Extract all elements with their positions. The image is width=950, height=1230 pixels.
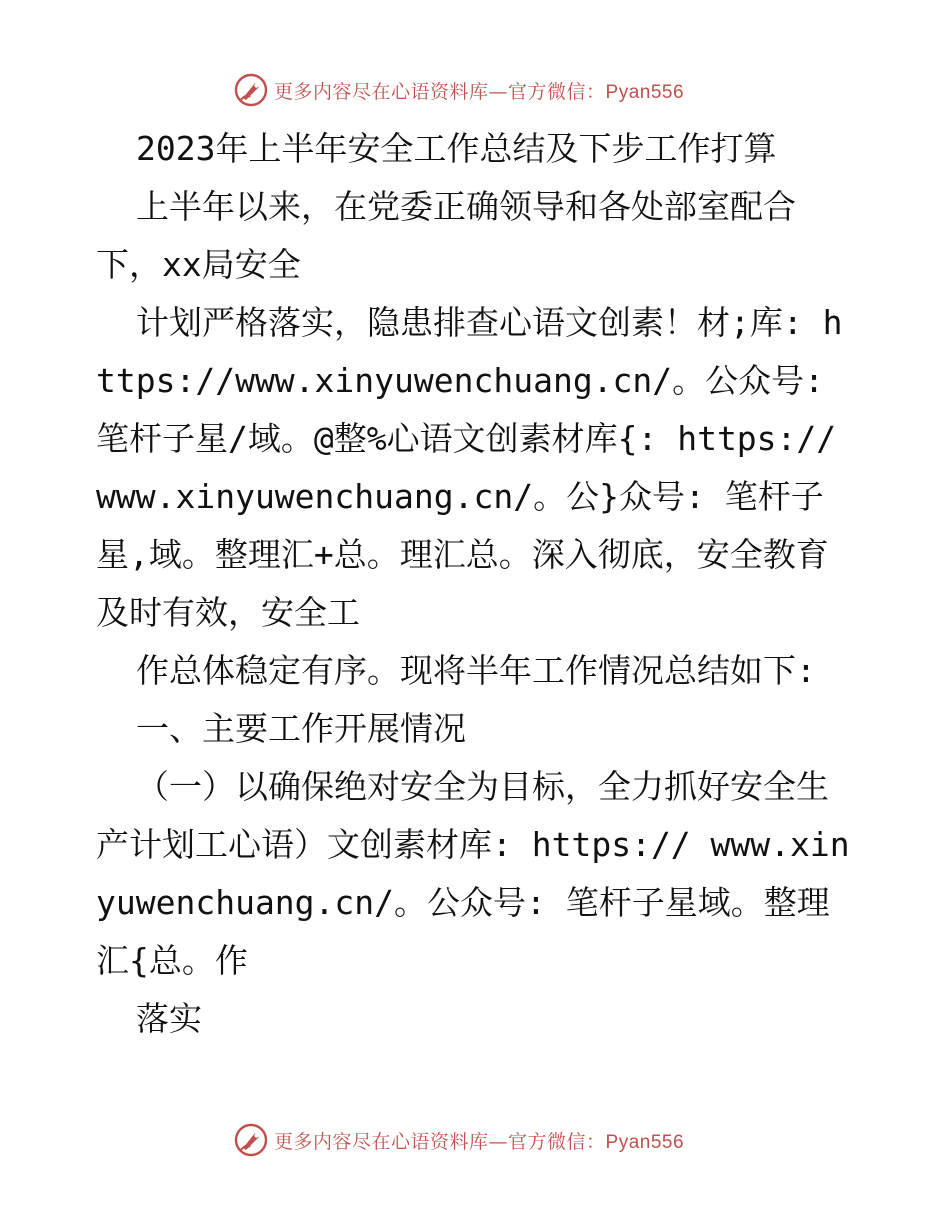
pen-nib-logo-icon <box>234 1123 268 1157</box>
footer-banner-text: 更多内容尽在心语资料库—官方微信：Pyan556 <box>274 1130 685 1153</box>
pen-nib-logo-icon <box>234 73 268 107</box>
header-banner-text: 更多内容尽在心语资料库—官方微信：Pyan556 <box>274 80 685 103</box>
document-title: 2023年上半年安全工作总结及下步工作打算 <box>136 129 777 168</box>
paragraph: （一）以确保绝对安全为目标，全力抓好安全生产计划工心语）文创素材库: https:// www.xinyuwenchuang.cn/。公众号: 笔杆子星域。整理汇{总。作 <box>96 767 850 980</box>
paragraph: 落实 <box>136 999 202 1038</box>
section-heading: 一、主要工作开展情况 <box>136 709 466 748</box>
footer-banner <box>234 1122 734 1158</box>
wechat-id: Pyan556 <box>605 81 685 103</box>
paragraph: 作总体稳定有序。现将半年工作情况总结如下: <box>136 651 816 690</box>
document-body <box>96 120 856 1048</box>
header-banner <box>234 72 734 108</box>
paragraph: 计划严格落实，隐患排查心语文创素！材;库: https://www.xinyuwenchuang.cn/。公众号: 笔杆子星/域。@整%心语文创素材库{: https:// www.xinyuwenchuang.cn/。公}众号: 笔杆子星,域。整理汇+总。理汇总。深入彻底，安全教育及时有效，安全工 <box>96 303 843 632</box>
wechat-id: Pyan556 <box>605 1131 685 1153</box>
paragraph: 上半年以来，在党委正确领导和各处部室配合下，xx局安全 <box>96 187 796 284</box>
